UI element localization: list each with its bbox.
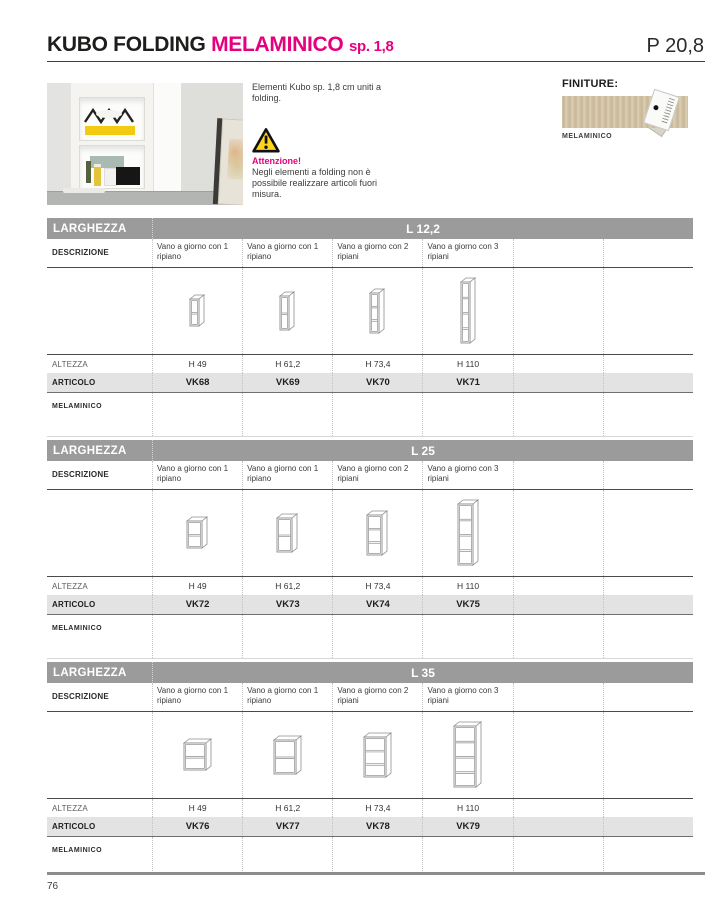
cabinet-drawing: [366, 510, 389, 557]
width-value: L 25: [152, 440, 693, 461]
height-cell: H 73,4: [332, 799, 422, 817]
cabinet-drawing: [369, 288, 386, 335]
article-row: [47, 595, 693, 615]
page-number: 76: [47, 881, 59, 892]
page-title-thickness: sp. 1,8: [348, 38, 394, 55]
drawing-row: [47, 712, 693, 798]
price-cell: [422, 615, 512, 658]
photo-cloth: [63, 188, 105, 193]
empty-cell: [603, 817, 693, 836]
description-cell: Vano a giorno con 2 ripiani: [332, 239, 422, 267]
empty-cell: [513, 683, 603, 711]
height-cell: H 110: [422, 799, 512, 817]
cabinet-drawing: [273, 735, 303, 776]
description-cell: Vano a giorno con 2 ripiani: [332, 461, 422, 489]
description-cell: Vano a giorno con 3 ripiani: [422, 683, 512, 711]
price-cell: [242, 615, 332, 658]
photo-bottle: [94, 164, 101, 186]
width-row-label: LARGHEZZA: [53, 222, 127, 235]
photo-artwork: [227, 139, 243, 180]
height-row: [47, 354, 693, 373]
photo-cubby-top: [79, 97, 145, 141]
height-cell: H 73,4: [332, 355, 422, 373]
height-row: [47, 798, 693, 817]
article-row-label: ARTICOLO: [52, 600, 96, 609]
empty-cell: [513, 799, 603, 817]
drawing-cell: [242, 712, 332, 798]
drawing-row-label: [47, 712, 152, 798]
price-cell: [603, 393, 693, 436]
empty-cell: [603, 595, 693, 614]
drawing-cell: [242, 268, 332, 354]
description-row: [47, 683, 693, 712]
material-row-label: MELAMINICO: [52, 625, 103, 632]
price-cell: [513, 615, 603, 658]
empty-cell: [603, 799, 693, 817]
drawing-cell: [422, 268, 512, 354]
drawing-cell: [422, 712, 512, 798]
empty-cell: [603, 490, 693, 576]
price-cell: [242, 837, 332, 875]
price-cell: [422, 393, 512, 436]
table-width-bar: [47, 218, 693, 239]
height-row-label: ALTEZZA: [52, 359, 88, 369]
cabinet-drawing: [363, 732, 393, 779]
price-cell: [513, 837, 603, 875]
description-cell: Vano a giorno con 1 ripiano: [152, 239, 242, 267]
photo-picture-frame: [213, 118, 243, 205]
description-cell: Vano a giorno con 2 ripiani: [332, 683, 422, 711]
article-code-cell: VK74: [332, 595, 422, 614]
photo-bowl: [96, 110, 122, 118]
width-row-label: LARGHEZZA: [53, 666, 127, 679]
page-title-product: KUBO FOLDING: [47, 33, 206, 56]
material-row-label: MELAMINICO: [52, 847, 103, 854]
cabinet-drawing: [189, 294, 206, 328]
empty-cell: [603, 268, 693, 354]
warning-text: Negli elementi a folding non è possibile realizzare articoli fuori misura.: [252, 167, 378, 199]
drawing-cell: [152, 490, 242, 576]
table-width-bar: [47, 440, 693, 461]
article-code-cell: VK78: [332, 817, 422, 836]
article-row: [47, 817, 693, 837]
article-code-cell: VK73: [242, 595, 332, 614]
drawing-row: [47, 268, 693, 354]
empty-cell: [513, 577, 603, 595]
finiture-heading: FINITURE:: [562, 78, 619, 90]
empty-cell: [513, 817, 603, 836]
article-row-label: ARTICOLO: [52, 378, 96, 387]
article-code-cell: VK70: [332, 373, 422, 392]
article-code-cell: VK71: [422, 373, 512, 392]
empty-cell: [513, 595, 603, 614]
product-table-l122: [47, 218, 693, 437]
intro-description: Elementi Kubo sp. 1,8 cm uniti a folding.: [252, 82, 382, 103]
empty-cell: [603, 683, 693, 711]
description-cell: Vano a giorno con 3 ripiani: [422, 461, 512, 489]
footer-divider: [47, 872, 705, 875]
height-cell: H 110: [422, 577, 512, 595]
empty-cell: [603, 577, 693, 595]
material-row-label: MELAMINICO: [52, 403, 103, 410]
price-cell: [332, 615, 422, 658]
table-width-bar: [47, 662, 693, 683]
product-table-l35: [47, 662, 693, 875]
article-code-cell: VK79: [422, 817, 512, 836]
price-cell: [152, 615, 242, 658]
height-cell: H 110: [422, 355, 512, 373]
width-value: L 12,2: [152, 218, 693, 239]
drawing-cell: [152, 712, 242, 798]
width-row-label: LARGHEZZA: [53, 444, 127, 457]
height-cell: H 61,2: [242, 799, 332, 817]
article-code-cell: VK69: [242, 373, 332, 392]
empty-cell: [513, 712, 603, 798]
price-cell: [513, 393, 603, 436]
product-table-l25: [47, 440, 693, 659]
height-row-label: ALTEZZA: [52, 803, 88, 813]
description-cell: Vano a giorno con 1 ripiano: [242, 461, 332, 489]
article-row: [47, 373, 693, 393]
description-cell: Vano a giorno con 1 ripiano: [242, 683, 332, 711]
price-cell: [152, 393, 242, 436]
drawing-cell: [332, 490, 422, 576]
description-row: [47, 461, 693, 490]
photo-yellow-tray: [85, 126, 135, 135]
cabinet-drawing: [279, 291, 296, 332]
description-row: [47, 239, 693, 268]
height-cell: H 49: [152, 577, 242, 595]
empty-cell: [513, 239, 603, 267]
empty-cell: [603, 373, 693, 392]
warning-title: Attenzione!: [252, 156, 301, 166]
empty-cell: [603, 712, 693, 798]
price-cell: [332, 837, 422, 875]
photo-panel: [154, 83, 181, 193]
price-cell: [603, 837, 693, 875]
drawing-row-label: [47, 490, 152, 576]
cabinet-drawing: [453, 721, 483, 789]
photo-cubby-bottom: [79, 145, 145, 189]
price-cell: [422, 837, 512, 875]
empty-cell: [513, 490, 603, 576]
drawing-cell: [152, 268, 242, 354]
description-cell: Vano a giorno con 1 ripiano: [152, 461, 242, 489]
height-cell: H 73,4: [332, 577, 422, 595]
description-cell: Vano a giorno con 3 ripiani: [422, 239, 512, 267]
empty-cell: [603, 461, 693, 489]
page-title: [47, 33, 394, 57]
article-code-cell: VK76: [152, 817, 242, 836]
width-value: L 35: [152, 662, 693, 683]
drawing-cell: [242, 490, 332, 576]
empty-cell: [603, 239, 693, 267]
empty-cell: [513, 461, 603, 489]
empty-cell: [513, 355, 603, 373]
header-divider: [47, 61, 705, 62]
cabinet-drawing: [183, 738, 213, 772]
product-photo: [47, 83, 243, 205]
empty-cell: [513, 268, 603, 354]
cabinet-drawing: [186, 516, 209, 550]
height-cell: H 49: [152, 355, 242, 373]
article-code-cell: VK77: [242, 817, 332, 836]
description-row-label: DESCRIZIONE: [52, 470, 109, 480]
price-cell: [332, 393, 422, 436]
material-price-row: [47, 837, 693, 875]
description-cell: Vano a giorno con 1 ripiano: [242, 239, 332, 267]
drawing-cell: [422, 490, 512, 576]
height-cell: H 61,2: [242, 355, 332, 373]
price-cell: [603, 615, 693, 658]
height-row-label: ALTEZZA: [52, 581, 88, 591]
height-cell: H 49: [152, 799, 242, 817]
empty-cell: [513, 373, 603, 392]
drawing-row-label: [47, 268, 152, 354]
article-row-label: ARTICOLO: [52, 822, 96, 831]
price-cell: [152, 837, 242, 875]
price-cell: [242, 393, 332, 436]
drawing-cell: [332, 712, 422, 798]
material-price-row: [47, 393, 693, 437]
photo-black-box: [116, 167, 140, 185]
article-code-cell: VK75: [422, 595, 512, 614]
description-row-label: DESCRIZIONE: [52, 248, 109, 258]
cabinet-drawing: [276, 513, 299, 554]
photo-bottle: [86, 161, 91, 183]
description-row-label: DESCRIZIONE: [52, 692, 109, 702]
height-row: [47, 576, 693, 595]
drawing-row: [47, 490, 693, 576]
description-cell: Vano a giorno con 1 ripiano: [152, 683, 242, 711]
depth-reference: P 20,8: [646, 35, 704, 57]
height-cell: H 61,2: [242, 577, 332, 595]
material-price-row: [47, 615, 693, 659]
empty-cell: [603, 355, 693, 373]
drawing-cell: [332, 268, 422, 354]
article-code-cell: VK68: [152, 373, 242, 392]
cabinet-drawing: [460, 277, 477, 345]
cabinet-drawing: [457, 499, 480, 567]
article-code-cell: VK72: [152, 595, 242, 614]
warning-triangle-icon: [251, 127, 281, 154]
swatch-label: MELAMINICO: [562, 133, 613, 140]
page-title-material: MELAMINICO: [211, 33, 344, 56]
